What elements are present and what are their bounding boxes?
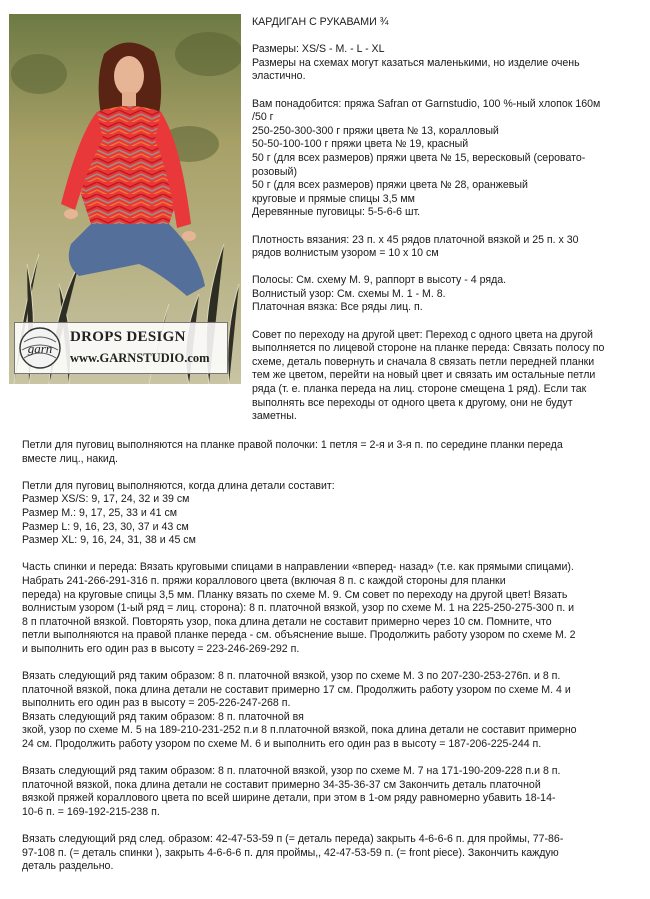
buttonholes-block: [22, 439, 637, 466]
garn-yarn-ball-icon: [18, 326, 62, 370]
text-line: круговые и прямые спицы 3,5 мм: [252, 192, 415, 205]
intro-column: [252, 16, 640, 424]
text-line: Вязать следующий ряд таким образом: 8 п. платочной вя: [22, 710, 304, 723]
sizes-block: [252, 43, 640, 84]
text-line: Вязать следующий ряд таким образом: 8 п. платочной вязкой, узор по схеме М. 7 на 171-190-209-228 п.и 8 п.: [22, 765, 561, 778]
text-line: 8 п платочной вязкой. Повторять узор, пока длина детали не составит примерно через 10 см. Помните, что: [22, 615, 552, 628]
brand-name: DROPS DESIGN: [70, 329, 186, 345]
text-line: розовый): [252, 165, 297, 178]
text-line: вместе лиц., накид.: [22, 452, 118, 465]
buttonhole-positions-block: [22, 480, 637, 548]
text-line: Часть спинки и переда: Вязать круговыми спицами в направлении «вперед- назад» (т.е. как прямыми спицами).: [22, 561, 574, 574]
text-line: деталь раздельно.: [22, 860, 114, 873]
text-line: эластично.: [252, 70, 306, 83]
text-line: 250-250-300-300 г пряжи цвета № 13, коралловый: [252, 124, 499, 137]
text-line: Петли для пуговиц выполняются на планке правой полочки: 1 петля = 2-я и 3-я п. по середине планки переда: [22, 439, 563, 451]
text-line: Размер M.: 9, 17, 25, 33 и 41 см: [22, 506, 178, 519]
text-line: Вязать следующий ряд след. образом: 42-47-53-59 п (= деталь переда) закрыть 4-6-6-6 п. для проймы, 77-86-: [22, 833, 564, 846]
text-line: Совет по переходу на другой цвет: Переход с одного цвета на другой: [252, 328, 593, 341]
armhole-block: [22, 833, 637, 874]
instructions-body: [22, 439, 637, 874]
materials-block: [252, 98, 640, 220]
text-line: Вам понадобится: пряжа Safran от Garnstudio, 100 %-ный хлопок 160м: [252, 97, 601, 110]
text-line: Набрать 241-266-291-316 п. пряжи кораллового цвета (включая 8 п. с каждой стороны для планки: [22, 574, 506, 587]
text-line: Петли для пуговиц выполняются, когда длина детали составит:: [22, 479, 335, 492]
text-line: 10-6 п. = 169-192-215-238 п.: [22, 806, 160, 819]
brand-website: www.GARNSTUDIO.com: [70, 351, 210, 365]
color-change-tip-block: [252, 329, 640, 424]
logo-garn-text: garn: [27, 341, 53, 356]
text-line: переда) на круговые спицы 3,5 мм. Планку вязать по схеме М. 9. См совет по переходу на другой цвет! Вязать: [22, 588, 568, 601]
text-line: вязкой пряжей кораллового цвета по всей ширине детали, при этом в 1-ом ряду равномерно убавить 18-14-: [22, 792, 556, 805]
text-line: зкой, узор по схеме М. 5 на 189-210-231-252 п.и 8 п.платочной вязкой, пока длина детали не составит примерно: [22, 724, 577, 737]
text-line: Плотность вязания: 23 п. х 45 рядов платочной вязкой и 25 п. х 30: [252, 233, 579, 246]
text-line: 50 г (для всех размеров) пряжи цвета № 28, оранжевый: [252, 179, 528, 192]
next-rows-block-2: [22, 765, 637, 819]
pattern-title: КАРДИГАН С РУКАВАМИ ¾: [252, 16, 389, 28]
text-line: тем же цветом, перейти на новый цвет и связать им остальные петли: [252, 369, 596, 382]
text-line: рядов волнистым узором = 10 х 10 см: [252, 247, 439, 260]
text-line: выполнить его один раз в высоту = 205-226-247-268 п.: [22, 697, 291, 710]
text-line: Размеры на схемах могут казаться маленькими, но изделие очень: [252, 56, 580, 69]
text-line: петли выполняются на правой планке переда - см. объяснение выше. Продолжить работу узором по схеме М. 2: [22, 629, 576, 642]
text-line: ряда (т. е. планка переда на лиц. стороне смещена 1 ряд). Если так: [252, 383, 587, 396]
text-line: 97-108 п. (= деталь спинки ), закрыть 4-6-6-6 п. для проймы,, 42-47-53-59 п. (= front piece). Закончить каждую: [22, 846, 559, 859]
text-line: Полосы: См. схему М. 9, раппорт в высоту - 4 ряда.: [252, 274, 507, 287]
text-line: Деревянные пуговицы: 5-5-6-6 шт.: [252, 206, 421, 219]
text-line: Вязать следующий ряд таким образом: 8 п. платочной вязкой, узор по схеме М. 3 по 207-230-253-276п. и 8 п.: [22, 670, 561, 683]
text-line: 50 г (для всех размеров) пряжи цвета № 15, вересковый (серовато-: [252, 151, 586, 164]
text-line: 24 см. Продолжить работу узором по схеме М. 6 и выполнить его один раз в высоту = 187-206-225-244 п.: [22, 738, 542, 751]
stitch-patterns-block: [252, 274, 640, 315]
text-line: /50 г: [252, 111, 274, 124]
text-line: Размер L: 9, 16, 23, 30, 37 и 43 см: [22, 520, 189, 533]
text-line: Волнистый узор: См. схемы М. 1 - М. 8.: [252, 287, 446, 300]
drops-design-logo: [14, 322, 228, 374]
text-line: выполнять все переходы от одного цвета к другому, они не будут: [252, 396, 573, 409]
text-line: Размер XL: 9, 16, 24, 31, 38 и 45 см: [22, 534, 196, 547]
text-line: платочной вязкой, пока длина детали не составит примерно 34-35-36-37 см Закончить деталь платочной: [22, 778, 541, 791]
text-line: заметны.: [252, 410, 297, 423]
text-line: выполняется по лицевой стороне на планке переда: Связать полосу по: [252, 342, 605, 355]
text-line: Платочная вязка: Все ряды лиц. п.: [252, 301, 423, 314]
text-line: 50-50-100-100 г пряжи цвета № 19, красный: [252, 138, 469, 151]
text-line: Размер XS/S: 9, 17, 24, 32 и 39 см: [22, 493, 190, 506]
text-line: и выполнить его один раз в высоту = 223-246-269-292 п.: [22, 642, 300, 655]
text-line: волнистым узором (1-ый ряд = лиц. сторона): 8 п. платочной вязкой, узор по схеме М. 1 на 225-250-275-300 п. и: [22, 602, 575, 615]
body-part-block: [22, 561, 637, 656]
next-rows-block-1: [22, 670, 637, 752]
text-line: схеме, деталь повернуть и сначала 8 связать петли передней планки: [252, 355, 595, 368]
gauge-block: [252, 234, 640, 261]
text-line: платочной вязкой, пока длина детали не составит примерно 17 см. Продолжить работу узором по схеме М. 4 и: [22, 683, 571, 696]
text-line: Размеры: XS/S - M. - L - XL: [252, 43, 385, 56]
